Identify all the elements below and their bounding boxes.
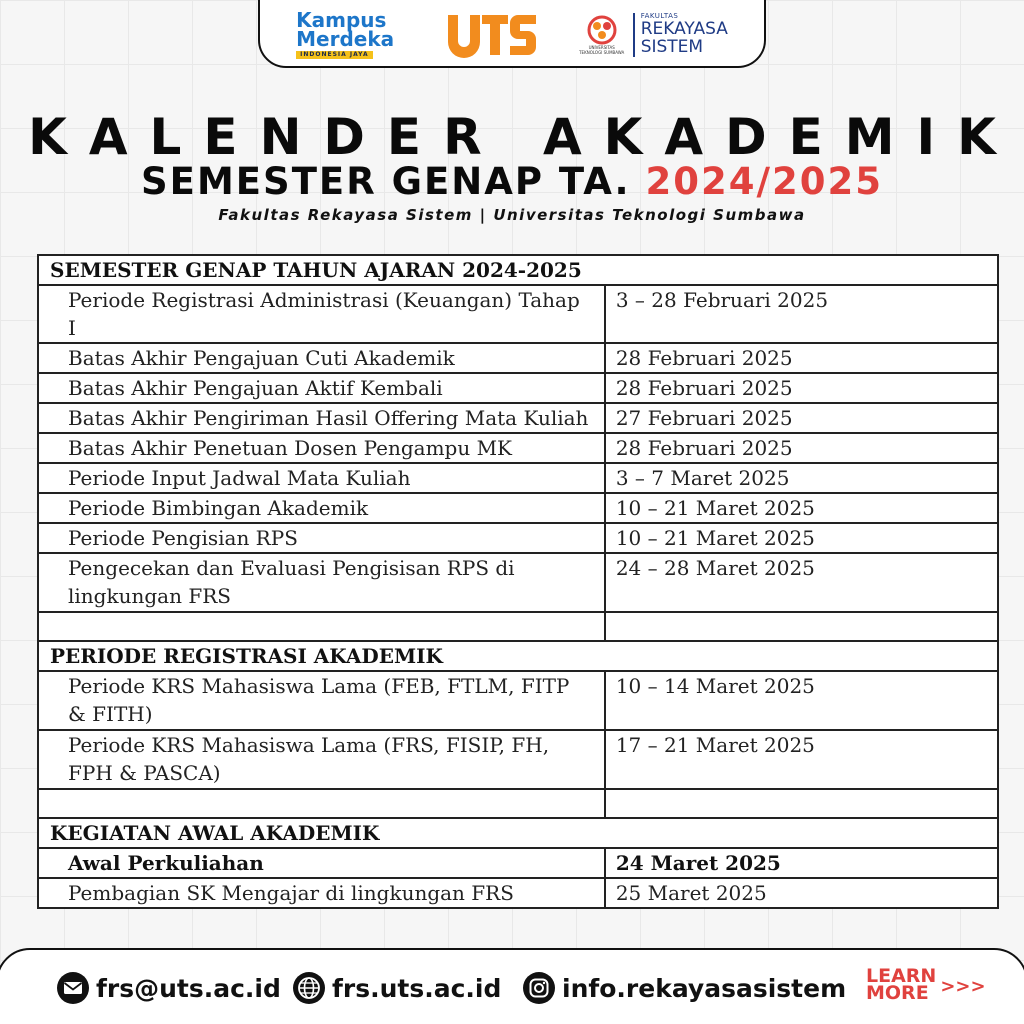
activity-cell: Periode Input Jadwal Mata Kuliah bbox=[38, 463, 605, 493]
learn-more-button[interactable] bbox=[866, 965, 986, 1005]
subtitle-prefix: SEMESTER GENAP TA. bbox=[141, 160, 631, 203]
empty-row bbox=[38, 612, 998, 641]
activity-cell: Periode Bimbingan Akademik bbox=[38, 493, 605, 523]
instagram-text: info.rekayasasistem bbox=[562, 973, 847, 1003]
activity-cell bbox=[38, 553, 605, 612]
learn-more-line2: MORE bbox=[866, 982, 929, 1005]
empty-cell bbox=[38, 789, 605, 818]
kampus-merdeka-word2: Merdeka bbox=[296, 26, 395, 51]
empty-row bbox=[38, 789, 998, 818]
logo-bar bbox=[258, 0, 766, 68]
section-title: KEGIATAN AWAL AKADEMIK bbox=[38, 818, 998, 848]
table-row bbox=[38, 403, 998, 433]
date-cell: 27 Februari 2025 bbox=[605, 403, 998, 433]
table-row bbox=[38, 433, 998, 463]
date-cell: 25 Maret 2025 bbox=[605, 878, 998, 908]
table-row bbox=[38, 878, 998, 908]
activity-cell: Pembagian SK Mengajar di lingkungan FRS bbox=[38, 878, 605, 908]
activity-line: Periode KRS Mahasiswa Lama (FEB, FTLM, FITP bbox=[68, 674, 570, 699]
date-cell: 24 Maret 2025 bbox=[605, 848, 998, 878]
date-cell: 10 – 21 Maret 2025 bbox=[605, 523, 998, 553]
page-subtitle bbox=[0, 160, 1024, 203]
date-cell: 28 Februari 2025 bbox=[605, 343, 998, 373]
table-row bbox=[38, 523, 998, 553]
activity-cell bbox=[38, 730, 605, 789]
faculty-logo bbox=[579, 13, 728, 56]
table-row bbox=[38, 373, 998, 403]
learn-more-line1: LEARN bbox=[866, 965, 937, 987]
date-cell: 28 Februari 2025 bbox=[605, 433, 998, 463]
date-cell: 28 Februari 2025 bbox=[605, 373, 998, 403]
faculty-name-line2: SISTEM bbox=[640, 36, 704, 57]
uts-logo bbox=[446, 11, 538, 59]
kampus-merdeka-tagline: INDONESIA JAYA bbox=[296, 51, 372, 59]
activity-cell: Batas Akhir Penetuan Dosen Pengampu MK bbox=[38, 433, 605, 463]
date-cell: 10 – 14 Maret 2025 bbox=[605, 671, 998, 730]
table-row bbox=[38, 285, 998, 343]
faculty-label: FAKULTAS bbox=[640, 12, 679, 21]
activity-cell: Batas Akhir Pengajuan Cuti Akademik bbox=[38, 343, 605, 373]
section-header-row bbox=[38, 818, 998, 848]
table-row bbox=[38, 493, 998, 523]
empty-cell bbox=[605, 612, 998, 641]
date-cell: 3 – 28 Februari 2025 bbox=[605, 285, 998, 343]
table-row bbox=[38, 848, 998, 878]
faculty-name-line1: REKAYASA bbox=[640, 18, 728, 39]
date-cell: 10 – 21 Maret 2025 bbox=[605, 493, 998, 523]
activity-line: lingkungan FRS bbox=[68, 584, 231, 608]
section-header-row bbox=[38, 255, 998, 285]
page-tagline: Fakultas Rekayasa Sistem | Universitas Teknologi Sumbawa bbox=[218, 206, 806, 224]
activity-cell bbox=[38, 671, 605, 730]
empty-cell bbox=[38, 612, 605, 641]
contact-instagram[interactable] bbox=[522, 968, 846, 1008]
activity-cell: Batas Akhir Pengajuan Aktif Kembali bbox=[38, 373, 605, 403]
instagram-icon bbox=[522, 971, 556, 1005]
table-row bbox=[38, 730, 998, 789]
activity-cell: Awal Perkuliahan bbox=[38, 848, 605, 878]
empty-cell bbox=[605, 789, 998, 818]
page-title: KALENDER AKADEMIK bbox=[28, 108, 1018, 166]
table-row bbox=[38, 343, 998, 373]
activity-line: Pengecekan dan Evaluasi Pengisisan RPS di bbox=[68, 556, 515, 580]
activity-cell: Periode Registrasi Administrasi (Keuangan) Tahap I bbox=[38, 285, 605, 343]
website-text: frs.uts.ac.id bbox=[332, 973, 502, 1003]
faculty-name bbox=[633, 13, 728, 56]
contact-email[interactable] bbox=[56, 968, 281, 1008]
academic-calendar-table bbox=[37, 254, 999, 909]
section-header-row bbox=[38, 641, 998, 671]
activity-cell: Periode Pengisian RPS bbox=[38, 523, 605, 553]
date-cell: 17 – 21 Maret 2025 bbox=[605, 730, 998, 789]
activity-line: FPH & PASCA) bbox=[68, 760, 221, 785]
section-title: PERIODE REGISTRASI AKADEMIK bbox=[38, 641, 998, 671]
kampus-merdeka-logo bbox=[296, 8, 406, 59]
kampus-merdeka-word1: Kampus bbox=[296, 8, 387, 33]
university-mark bbox=[579, 15, 625, 55]
university-emblem-icon bbox=[586, 15, 618, 45]
activity-line: Periode KRS Mahasiswa Lama (FRS, FISIP, FH, bbox=[68, 732, 550, 757]
learn-more-label bbox=[866, 965, 937, 1005]
email-text: frs@uts.ac.id bbox=[96, 973, 281, 1003]
contact-website[interactable] bbox=[292, 968, 501, 1008]
subtitle-year: 2024/2025 bbox=[645, 160, 883, 203]
table-row bbox=[38, 463, 998, 493]
table-row bbox=[38, 553, 998, 612]
activity-cell: Batas Akhir Pengiriman Hasil Offering Mata Kuliah bbox=[38, 403, 605, 433]
email-icon bbox=[56, 971, 90, 1005]
activity-line: & FITH) bbox=[68, 702, 153, 727]
table-row bbox=[38, 671, 998, 730]
chevrons-right-icon: >>> bbox=[940, 975, 986, 997]
section-title: SEMESTER GENAP TAHUN AJARAN 2024-2025 bbox=[38, 255, 998, 285]
date-cell: 24 – 28 Maret 2025 bbox=[605, 553, 998, 612]
date-cell: 3 – 7 Maret 2025 bbox=[605, 463, 998, 493]
globe-icon bbox=[292, 971, 326, 1005]
university-name: UNIVERSITAS TEKNOLOGI SUMBAWA bbox=[579, 45, 625, 55]
